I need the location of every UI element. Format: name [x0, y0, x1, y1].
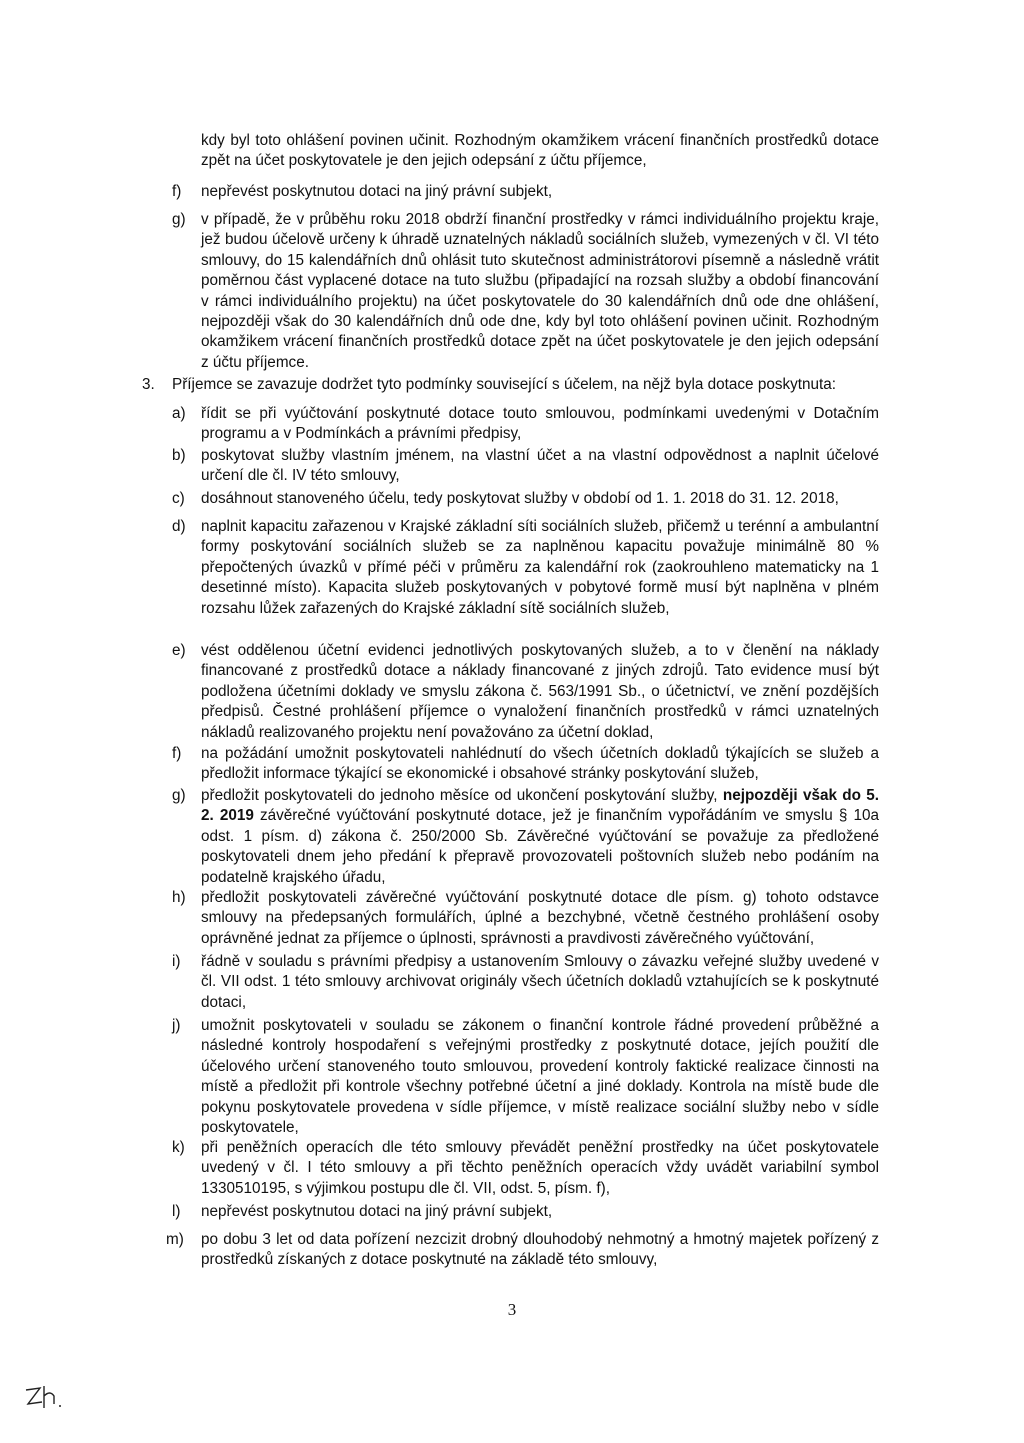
item-label: m) — [166, 1231, 184, 1248]
item-label: b) — [172, 447, 186, 464]
item-label: e) — [172, 642, 186, 659]
item-label: g) — [172, 787, 186, 804]
item-label: a) — [172, 405, 186, 422]
item-label: i) — [172, 953, 181, 970]
list-item: na požádání umožnit poskytovateli nahlédnutí do všech účetních dokladů týkajících se služeb a předložit informace týkající se ekonomické i obsahové stránky poskytování služeb, — [201, 745, 879, 783]
list-item: řádně v souladu s právními předpisy a ustanovením Smlouvy o závazku veřejné služby uvedené v čl. VII odst. 1 této smlouvy archivovat originály všech účetních dokladů vztahujících se k poskytnuté dotaci, — [201, 953, 879, 1011]
item-text-part: předložit poskytovateli do jednoho měsíce od ukončení poskytování služby, — [201, 787, 723, 804]
list-item — [201, 786, 879, 888]
item-label: f) — [172, 745, 182, 762]
list-item: řídit se při vyúčtování poskytnuté dotace touto smlouvou, podmínkami uvedenými v Dotačním programu a v Podmínkách a právními předpisy, — [201, 405, 879, 443]
item-label: f) — [172, 183, 182, 200]
section-heading: Příjemce se zavazuje dodržet tyto podmínky související s účelem, na nějž byla dotace poskytnuta: — [172, 376, 837, 393]
item-label: g) — [172, 211, 186, 228]
deadline-emphasis: nejpozději však do 5. 2. 2019 — [201, 787, 880, 825]
item-label: j) — [172, 1017, 181, 1034]
section-number: 3. — [142, 376, 155, 393]
continuation-paragraph: kdy byl toto ohlášení povinen učinit. Rozhodným okamžikem vrácení finančních prostředků dotace zpět na účet poskytovatele je den jejich odepsání z účtu příjemce, — [201, 132, 879, 170]
item-text-part: závěrečné vyúčtování poskytnuté dotace, jež je finančním vypořádáním ve smyslu § 10a odst. 1 písm. d) zákona č. 250/2000 Sb. Závěrečné vyúčtování se považuje za předložené poskytovateli dnem jeho předání k přepravě provozovateli poštovních služeb nebo podáním na podatelně krajského úřadu, — [201, 807, 879, 886]
handwritten-initials — [20, 1378, 80, 1418]
item-label: l) — [172, 1203, 181, 1220]
item-label: h) — [172, 889, 186, 906]
list-item: předložit poskytovateli závěrečné vyúčtování poskytnuté dotace dle písm. g) tohoto odstavce smlouvy na předepsaných formulářích, úplné a bezchybné, včetně čestného prohlášení osoby oprávněné jednat za příjemce o úplnosti, správnosti a pravdivosti závěrečného vyúčtování, — [201, 889, 879, 947]
list-item: vést oddělenou účetní evidenci jednotlivých poskytovaných služeb, a to v členění na náklady financované z prostředků dotace a náklady financované z jiných zdrojů. Tato evidence musí být podložena účetními doklady ve smyslu zákona č. 563/1991 Sb., o účetnictví, ve znění pozdějších předpisů. Čestné prohlášení příjemce o vynaložení finančních prostředků v rámci uznatelných nákladů realizovaného projektu není považováno za účetní doklad, — [201, 642, 879, 741]
item-label: c) — [172, 490, 185, 507]
list-item: poskytovat služby vlastním jménem, na vlastní účet a na vlastní odpovědnost a naplnit účelové určení dle čl. IV této smlouvy, — [201, 447, 879, 485]
page-number: 3 — [507, 1300, 517, 1319]
list-item: nepřevést poskytnutou dotaci na jiný právní subjekt, — [201, 183, 553, 200]
item-label: d) — [172, 518, 186, 535]
list-item: po dobu 3 let od data pořízení nezcizit drobný dlouhodobý nehmotný a hmotný majetek pořízený z prostředků získaných z dotace poskytnuté na základě této smlouvy, — [201, 1231, 879, 1269]
item-label: k) — [172, 1139, 185, 1156]
list-item: nepřevést poskytnutou dotaci na jiný právní subjekt, — [201, 1203, 553, 1220]
list-item: umožnit poskytovateli v souladu se zákonem o finanční kontrole řádné provedení průběžné a následné kontroly hospodaření s veřejnými prostředky z poskytnuté dotace, jejích použití dle účelového určení stanoveného touto smlouvou, provedení kontroly faktické realizace činnosti na místě a předložit při kontrole všechny potřebné účetní a jiné doklady. Kontrola na místě bude dle pokynu poskytovatele provedena v sídle příjemce, v místě realizace sociální služby nebo v sídle poskytovatele, — [201, 1017, 879, 1137]
list-item: v případě, že v průběhu roku 2018 obdrží finanční prostředky v rámci individuálního projektu kraje, jež budou účelově určeny k úhradě uznatelných nákladů sociálních služeb, vymezených v čl. VI této smlouvy, do 15 kalendářních dnů ohlásit tuto skutečnost administrátorovi písemně a následně vrátit poměrnou část vyplacené dotace na tuto službu (připadající na rozsah služby a období financování v rámci individuálního projektu) na účet poskytovatele do 30 kalendářních dnů ode dne ohlášení, nejpozději však do 30 kalendářních dnů ode dne, kdy byl toto ohlášení povinen učinit. Rozhodným okamžikem vrácení finančních prostředků dotace zpět na účet poskytovatele je den jejich odepsání z účtu příjemce. — [201, 211, 879, 371]
list-item: dosáhnout stanoveného účelu, tedy poskytovat služby v období od 1. 1. 2018 do 31. 12. 2018, — [201, 490, 839, 507]
list-item: naplnit kapacitu zařazenou v Krajské základní síti sociálních služeb, přičemž u terénní a ambulantní formy poskytování sociálních služeb se za naplněnou kapacitu považuje minimálně 80 % přepočtených úvazků v přímé péči v průměru za kalendářní rok (zaokrouhleno matematicky na 1 desetinné místo). Kapacita služeb poskytovaných v pobytové formě musí být naplněna v plném rozsahu lůžek zařazených do Krajské základní sítě sociálních služeb, — [201, 518, 879, 617]
list-item: při peněžních operacích dle této smlouvy převádět peněžní prostředky na účet poskytovatele uvedený v čl. I této smlouvy a při těchto peněžních operacích vždy uvádět variabilní symbol 1330510195, s výjimkou postupu dle čl. VII, odst. 5, písm. f), — [201, 1139, 879, 1197]
